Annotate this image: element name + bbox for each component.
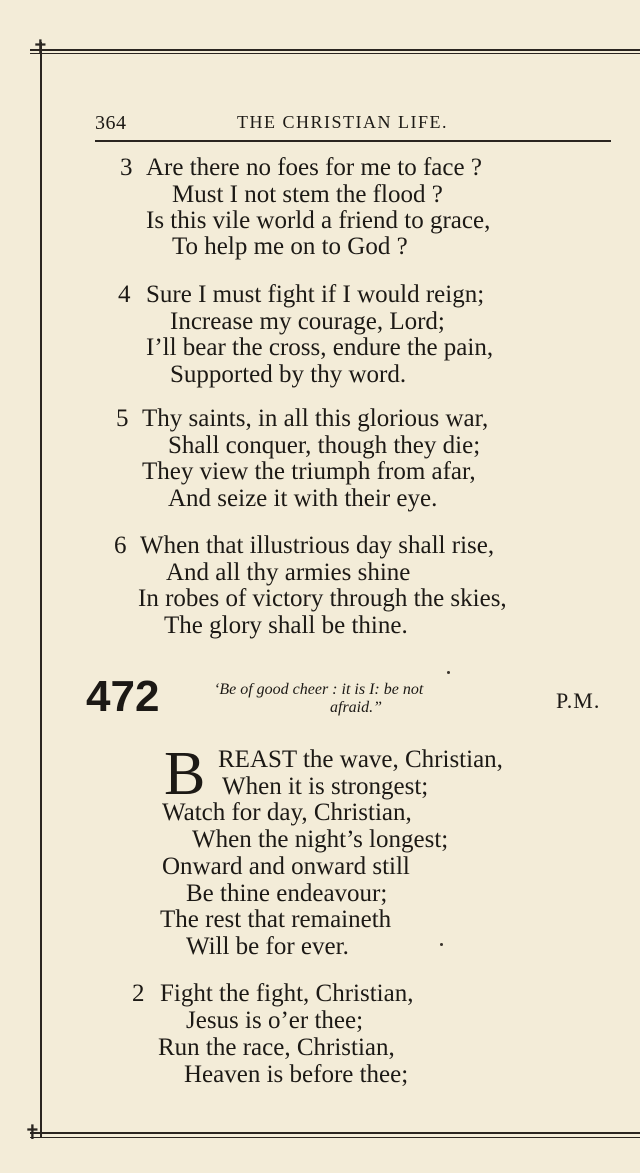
corner-cross-icon: ✝ xyxy=(24,1122,41,1144)
bottom-border-rule-inner xyxy=(30,1137,640,1138)
corner-cross-icon: ✝ xyxy=(32,37,49,59)
verse-line: Fight the fight, Christian, xyxy=(160,980,414,1007)
verse-line: They view the triumph from afar, xyxy=(142,458,476,485)
ink-speck xyxy=(447,671,450,674)
verse-line: Are there no foes for me to face ? xyxy=(146,154,482,181)
stanza-number: 3 xyxy=(120,154,133,181)
hymn-meter: P.M. xyxy=(556,688,601,713)
left-border-rule xyxy=(40,42,42,1137)
stanza-number: 5 xyxy=(116,405,129,432)
verse-line: The glory shall be thine. xyxy=(164,612,408,639)
verse-line: Thy saints, in all this glorious war, xyxy=(142,405,489,432)
stanza-number: 4 xyxy=(118,281,131,308)
drop-cap: B xyxy=(164,740,206,808)
verse-line: When that illustrious day shall rise, xyxy=(140,532,495,559)
top-border-rule-inner xyxy=(30,53,640,54)
stanza-number: 6 xyxy=(114,532,127,559)
verse-line: In robes of victory through the skies, xyxy=(138,585,507,612)
verse-line: Onward and onward still xyxy=(162,853,410,880)
hymn-epigraph-line-2: afraid.” xyxy=(330,699,383,716)
verse-line: To help me on to God ? xyxy=(172,233,408,260)
stanza-number: 2 xyxy=(132,980,145,1007)
verse-line: Supported by thy word. xyxy=(170,361,407,388)
verse-line: Is this vile world a friend to grace, xyxy=(146,207,491,234)
verse-line: When it is strongest; xyxy=(222,773,429,800)
verse-line: Run the race, Christian, xyxy=(158,1034,395,1061)
hymn-number: 472 xyxy=(86,672,160,721)
verse-line: And seize it with their eye. xyxy=(168,485,438,512)
hymn-epigraph-line-1: ‘Be of good cheer : it is I: be not xyxy=(214,681,424,698)
verse-line: Sure I must fight if I would reign; xyxy=(146,281,485,308)
verse-line: Jesus is o’er thee; xyxy=(186,1007,364,1034)
page-number: 364 xyxy=(95,112,127,134)
verse-line: Shall conquer, though they die; xyxy=(168,432,481,459)
bottom-border-rule xyxy=(30,1132,640,1134)
running-title: THE CHRISTIAN LIFE. xyxy=(237,112,448,132)
ink-speck xyxy=(440,943,443,946)
verse-line: Will be for ever. xyxy=(186,933,349,960)
verse-line: REAST the wave, Christian, xyxy=(218,746,503,773)
verse-line: Increase my courage, Lord; xyxy=(170,308,445,335)
verse-line: Watch for day, Christian, xyxy=(162,799,412,826)
verse-line: I’ll bear the cross, endure the pain, xyxy=(146,334,494,361)
top-border-rule xyxy=(30,49,640,51)
header-rule xyxy=(95,140,611,142)
verse-line: Heaven is before thee; xyxy=(184,1061,409,1088)
verse-line: Be thine endeavour; xyxy=(186,880,388,907)
verse-line: When the night’s longest; xyxy=(192,826,449,853)
verse-line: And all thy armies shine xyxy=(166,559,411,586)
verse-line: The rest that remaineth xyxy=(160,906,392,933)
verse-line: Must I not stem the flood ? xyxy=(172,181,443,208)
page-header xyxy=(95,112,615,136)
